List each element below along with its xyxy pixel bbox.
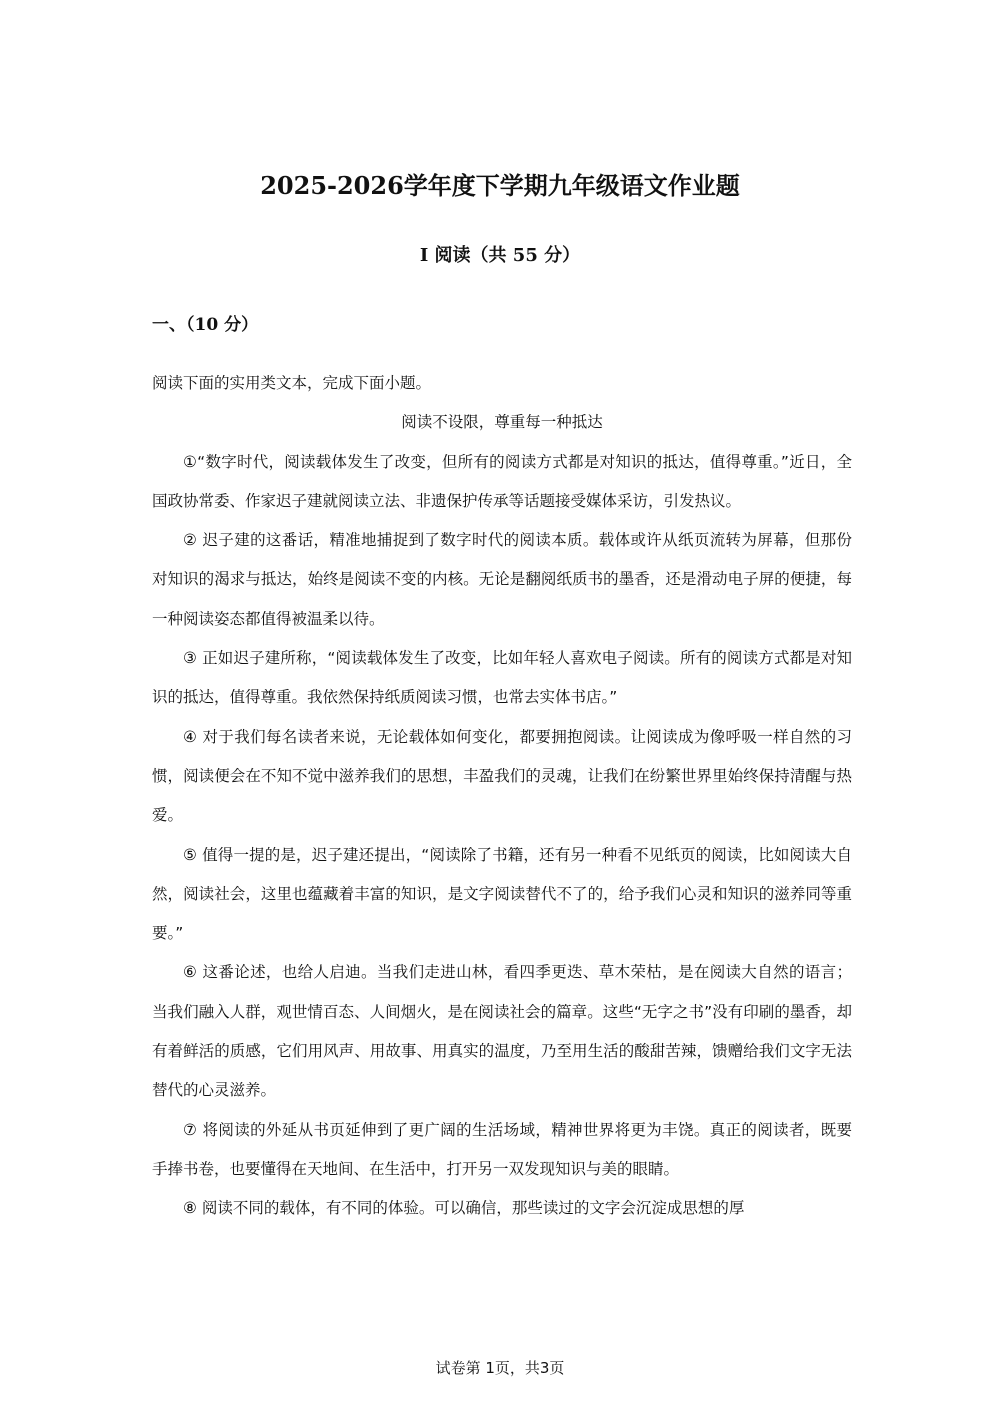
section-heading: 一、（10 分）	[152, 315, 259, 335]
article-paragraph-8: ⑧ 阅读不同的载体，有不同的体验。可以确信，那些读过的文字会沉淀成思想的厚	[183, 1199, 745, 1218]
article-paragraph-1: ①“数字时代，阅读载体发生了改变，但所有的阅读方式都是对知识的抵达，值得尊重。”近日，全国政协常委、作家迟子建就阅读立法、非遗保护传承等话题接受媒体采访，引发热议。	[152, 452, 852, 510]
article-title: 阅读不设限，尊重每一种抵达	[401, 413, 603, 432]
page-footer: 试卷第 1页，共3页	[435, 1359, 565, 1377]
reading-content	[152, 364, 852, 1229]
article-paragraph-5: ⑤ 值得一提的是，迟子建还提出，“阅读除了书籍，还有另一种看不见纸页的阅读，比如阅读大自然，阅读社会，这里也蕴藏着丰富的知识，是文字阅读替代不了的，给予我们心灵和知识的滋养同等重要。”	[152, 845, 852, 943]
part-heading: I 阅读（共 55 分）	[419, 245, 581, 266]
article-paragraph-6: ⑥ 这番论述，也给人启迪。当我们走进山林，看四季更迭、草木荣枯，是在阅读大自然的语言；当我们融入人群，观世情百态、人间烟火，是在阅读社会的篇章。这些“无字之书”没有印刷的墨香，却有着鲜活的质感，它们用风声、用故事、用真实的温度，乃至用生活的酸甜苦辣，馈赠给我们文字无法替代的心灵滋养。	[152, 963, 852, 1100]
article-paragraph-4: ④ 对于我们每名读者来说，无论载体如何变化，都要拥抱阅读。让阅读成为像呼吸一样自然的习惯，阅读便会在不知不觉中滋养我们的思想，丰盈我们的灵魂，让我们在纷繁世界里始终保持清醒与热爱。	[152, 727, 852, 825]
article-paragraph-2: ② 迟子建的这番话，精准地捕捉到了数字时代的阅读本质。载体或许从纸页流转为屏幕，但那份对知识的渴求与抵达，始终是阅读不变的内核。无论是翻阅纸质书的墨香，还是滑动电子屏的便捷，每一种阅读姿态都值得被温柔以待。	[152, 531, 852, 628]
article-paragraph-7: ⑦ 将阅读的外延从书页延伸到了更广阔的生活场域，精神世界将更为丰饶。真正的阅读者，既要手捧书卷，也要懂得在天地间、在生活中，打开另一双发现知识与美的眼睛。	[152, 1120, 852, 1178]
article-paragraph-3: ③ 正如迟子建所称，“阅读载体发生了改变，比如年轻人喜欢电子阅读。所有的阅读方式都是对知识的抵达，值得尊重。我依然保持纸质阅读习惯，也常去实体书店。”	[152, 649, 852, 707]
instruction-text: 阅读下面的实用类文本，完成下面小题。	[152, 374, 432, 392]
document-title: 2025-2026学年度下学期九年级语文作业题	[260, 171, 740, 200]
